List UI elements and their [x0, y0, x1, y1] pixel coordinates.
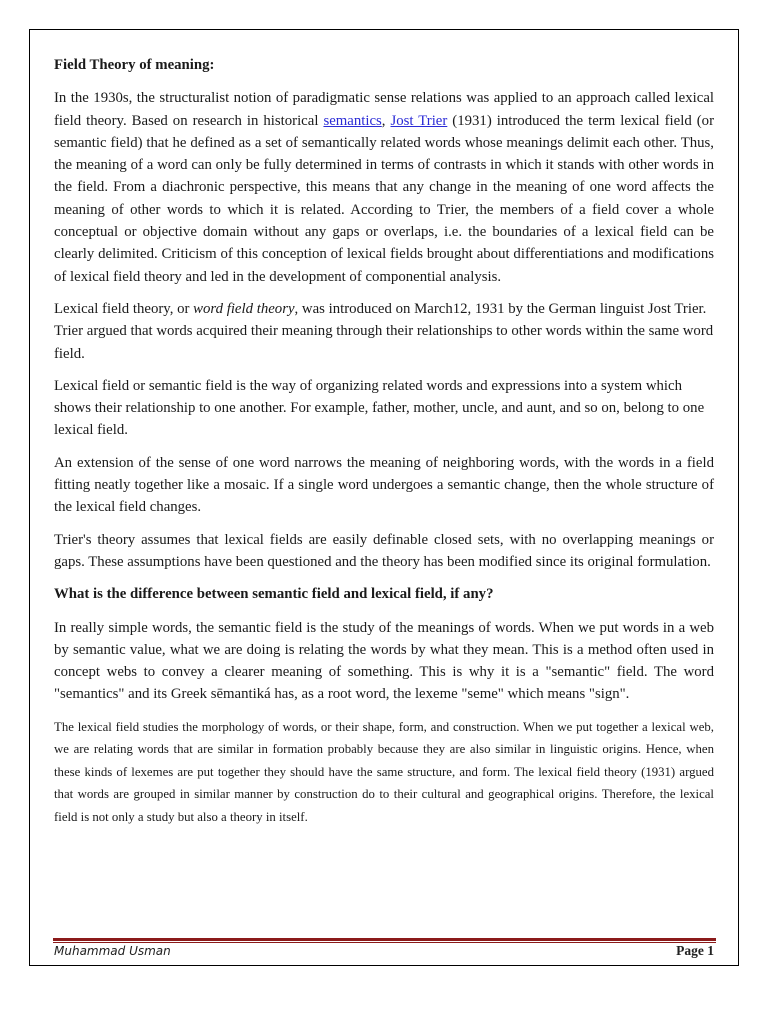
semantics-link[interactable]: semantics	[323, 112, 382, 129]
paragraph-5: Trier's theory assumes that lexical fields are easily definable closed sets, with no overlapping meanings or gaps. These assumptions have been questioned and the theory has been modified since its original formulation.	[54, 531, 714, 570]
paragraph-1	[54, 87, 714, 288]
document-title: Field Theory of meaning:	[54, 57, 215, 73]
paragraph-7: The lexical field studies the morphology of words, or their shape, form, and construction. When we put together a lexical web, we are relating words that are similar in formation probably because they are also similar in linguistic origins. Hence, when these kinds of lexemes are put together they should have the same structure, and form. The lexical field theory (1931) argued that words are grouped in similar manner by construction do to their cultural and geographical origins. Therefore, the lexical field is not only a study but also a theory in itself.	[54, 719, 714, 824]
paragraph-4: An extension of the sense of one word narrows the meaning of neighboring words, with the words in a field fitting neatly together like a mosaic. If a single word undergoes a semantic change, then the whole structure of the lexical field changes.	[54, 454, 714, 516]
paragraph-2-text-b: , was introduced on March12, 1931 by the German linguist Jost Trier. Trier argued that words acquired their meaning through their relationships to other words within the same word field.	[54, 300, 714, 362]
paragraph-2-italic: word field theory	[193, 300, 295, 317]
footer-rule	[53, 938, 716, 941]
document-body	[54, 54, 714, 828]
paragraph-1-text-a: In the 1930s, the structuralist notion of paradigmatic sense relations was applied to an approach called lexical field theory. Based on research in historical	[54, 90, 714, 129]
link-separator: ,	[381, 112, 391, 129]
footer-page-number: Page 1	[676, 943, 714, 958]
footer-author: Muhammad Usman	[54, 944, 171, 958]
paragraph-1-text-b: (1931) introduced the term lexical field (or semantic field) that he defined as a set of semantically related words whose meanings delimit each other. Thus, the meaning of a word can only be fully determined in terms of contrasts in which it stands with other words in the field. From a diachronic perspective, this means that any change in the meaning of one word affects the meaning of other words to which it is related. According to Trier, the members of a field cover a whole conceptual or objective domain without any gaps or overlaps, i.e. the boundaries of a lexical field can be clearly delimited. Criticism of this conception of lexical fields brought about differentiations and modifications of lexical field theory and led in the development of componential analysis.	[54, 112, 714, 285]
paragraph-2-text-a: Lexical field theory, or	[54, 300, 194, 317]
paragraph-2	[54, 298, 714, 365]
paragraph-3: Lexical field or semantic field is the way of organizing related words and expressions into a system which shows their relationship to one another. For example, father, mother, uncle, and aunt, and so on, belong to one lexical field.	[54, 377, 705, 439]
question-heading: What is the difference between semantic field and lexical field, if any?	[54, 586, 494, 603]
paragraph-6: In really simple words, the semantic field is the study of the meanings of words. When we put words in a web by semantic value, what we are doing is relating the words by what they mean. This is a method often used in concept webs to convey a clearer meaning of something. This is why it is a "semantic" field. The word "semantics" and its Greek sēmantiká has, as a root word, the lexeme "seme" which means "sign".	[54, 619, 714, 703]
jost-trier-link[interactable]: Jost Trier	[390, 112, 448, 129]
